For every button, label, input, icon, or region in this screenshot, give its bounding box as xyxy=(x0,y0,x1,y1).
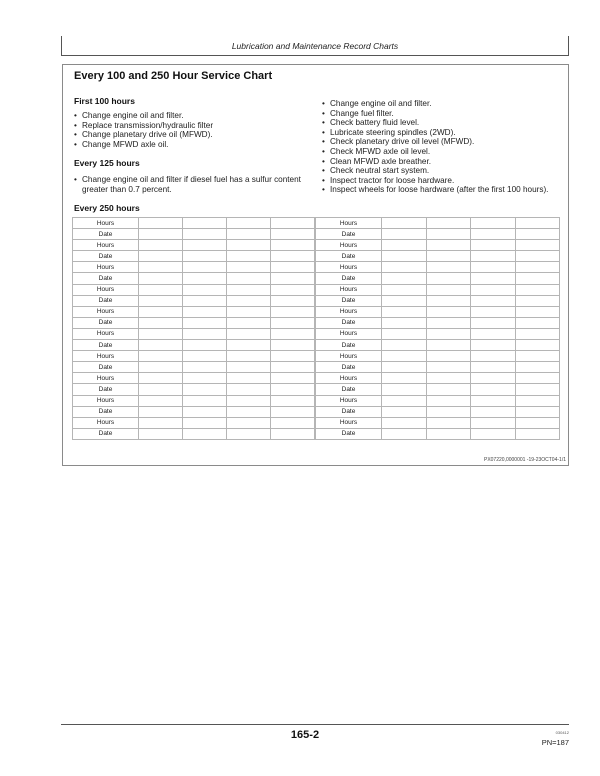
list-item: • Change MFWD axle oil. xyxy=(74,140,299,150)
hours-label-cell: Hours xyxy=(316,395,382,406)
table-row xyxy=(316,373,560,384)
entry-cell[interactable] xyxy=(139,284,183,295)
table-row xyxy=(316,306,560,317)
entry-cell[interactable] xyxy=(515,306,560,317)
entry-cell[interactable] xyxy=(426,240,471,251)
list-item: • Check neutral start system. xyxy=(322,166,560,176)
entry-cell[interactable] xyxy=(139,373,183,384)
entry-cell[interactable] xyxy=(382,284,427,295)
entry-cell[interactable] xyxy=(515,340,560,351)
entry-cell[interactable] xyxy=(515,295,560,306)
entry-cell[interactable] xyxy=(515,406,560,417)
entry-cell[interactable] xyxy=(382,306,427,317)
hours-label-cell: Hours xyxy=(316,373,382,384)
entry-cell[interactable] xyxy=(382,262,427,273)
table-row xyxy=(73,306,315,317)
entry-cell[interactable] xyxy=(183,284,227,295)
entry-cell[interactable] xyxy=(515,417,560,428)
entry-cell[interactable] xyxy=(471,240,516,251)
record-table-left xyxy=(72,217,315,440)
entry-cell[interactable] xyxy=(139,340,183,351)
every-125-heading: Every 125 hours xyxy=(74,158,140,168)
entry-cell[interactable] xyxy=(183,373,227,384)
table-row xyxy=(316,240,560,251)
entry-cell[interactable] xyxy=(227,384,271,395)
table-row xyxy=(73,229,315,240)
entry-cell[interactable] xyxy=(426,218,471,229)
entry-cell[interactable] xyxy=(183,262,227,273)
table-row xyxy=(316,395,560,406)
table-row xyxy=(73,328,315,339)
hours-label-cell: Hours xyxy=(316,218,382,229)
entry-cell[interactable] xyxy=(426,317,471,328)
table-row xyxy=(73,340,315,351)
entry-cell[interactable] xyxy=(471,218,516,229)
entry-cell[interactable] xyxy=(227,218,271,229)
entry-cell[interactable] xyxy=(426,328,471,339)
entry-cell[interactable] xyxy=(382,229,427,240)
entry-cell[interactable] xyxy=(515,317,560,328)
hours-label-cell: Hours xyxy=(73,262,139,273)
entry-cell[interactable] xyxy=(183,384,227,395)
entry-cell[interactable] xyxy=(426,351,471,362)
entry-cell[interactable] xyxy=(382,362,427,373)
entry-cell[interactable] xyxy=(471,306,516,317)
page-number: 165-2 xyxy=(290,729,320,741)
entry-cell[interactable] xyxy=(515,251,560,262)
entry-cell[interactable] xyxy=(139,351,183,362)
reference-code: PX07220,0000001 -19-23OCT04-1/1 xyxy=(483,457,566,463)
entry-cell[interactable] xyxy=(227,417,271,428)
table-row xyxy=(73,273,315,284)
entry-cell[interactable] xyxy=(382,384,427,395)
entry-cell[interactable] xyxy=(183,218,227,229)
entry-cell[interactable] xyxy=(183,317,227,328)
every-250-list xyxy=(322,99,560,195)
hours-label-cell: Hours xyxy=(316,417,382,428)
entry-cell[interactable] xyxy=(426,362,471,373)
date-label-cell: Date xyxy=(316,428,382,439)
entry-cell[interactable] xyxy=(382,395,427,406)
entry-cell[interactable] xyxy=(139,417,183,428)
entry-cell[interactable] xyxy=(227,229,271,240)
entry-cell[interactable] xyxy=(382,373,427,384)
entry-cell[interactable] xyxy=(471,373,516,384)
list-item: • Change engine oil and filter. xyxy=(74,111,299,121)
part-number: PN=187 xyxy=(541,738,569,747)
entry-cell[interactable] xyxy=(426,284,471,295)
hours-label-cell: Hours xyxy=(316,262,382,273)
hours-label-cell: Hours xyxy=(73,284,139,295)
entry-cell[interactable] xyxy=(426,428,471,439)
list-item: • Check planetary drive oil level (MFWD). xyxy=(322,137,560,147)
entry-cell[interactable] xyxy=(183,229,227,240)
entry-cell[interactable] xyxy=(382,317,427,328)
entry-cell[interactable] xyxy=(426,406,471,417)
entry-cell[interactable] xyxy=(515,428,560,439)
table-row xyxy=(73,373,315,384)
entry-cell[interactable] xyxy=(227,317,271,328)
entry-cell[interactable] xyxy=(227,395,271,406)
entry-cell[interactable] xyxy=(471,328,516,339)
list-item: • Lubricate steering spindles (2WD). xyxy=(322,128,560,138)
entry-cell[interactable] xyxy=(471,262,516,273)
entry-cell[interactable] xyxy=(139,240,183,251)
entry-cell[interactable] xyxy=(271,384,315,395)
entry-cell[interactable] xyxy=(271,328,315,339)
entry-cell[interactable] xyxy=(471,428,516,439)
hours-label-cell: Hours xyxy=(73,328,139,339)
entry-cell[interactable] xyxy=(227,362,271,373)
entry-cell[interactable] xyxy=(271,395,315,406)
entry-cell[interactable] xyxy=(271,273,315,284)
entry-cell[interactable] xyxy=(471,340,516,351)
hours-label-cell: Hours xyxy=(316,284,382,295)
entry-cell[interactable] xyxy=(271,262,315,273)
table-row xyxy=(73,262,315,273)
every-250-heading: Every 250 hours xyxy=(74,203,140,213)
entry-cell[interactable] xyxy=(227,306,271,317)
entry-cell[interactable] xyxy=(382,328,427,339)
list-item: • Replace transmission/hydraulic filter xyxy=(74,121,299,131)
entry-cell[interactable] xyxy=(271,295,315,306)
entry-cell[interactable] xyxy=(382,295,427,306)
entry-cell[interactable] xyxy=(426,295,471,306)
hours-label-cell: Hours xyxy=(73,306,139,317)
entry-cell[interactable] xyxy=(227,373,271,384)
entry-cell[interactable] xyxy=(515,262,560,273)
entry-cell[interactable] xyxy=(139,306,183,317)
table-row xyxy=(316,417,560,428)
entry-cell[interactable] xyxy=(183,251,227,262)
table-row xyxy=(316,229,560,240)
table-row xyxy=(316,362,560,373)
entry-cell[interactable] xyxy=(227,262,271,273)
entry-cell[interactable] xyxy=(426,384,471,395)
entry-cell[interactable] xyxy=(471,273,516,284)
table-row xyxy=(73,317,315,328)
date-label-cell: Date xyxy=(73,428,139,439)
date-label-cell: Date xyxy=(316,406,382,417)
entry-cell[interactable] xyxy=(227,406,271,417)
entry-cell[interactable] xyxy=(382,406,427,417)
entry-cell[interactable] xyxy=(183,295,227,306)
entry-cell[interactable] xyxy=(271,417,315,428)
chart-title: Every 100 and 250 Hour Service Chart xyxy=(74,70,273,82)
entry-cell[interactable] xyxy=(183,340,227,351)
entry-cell[interactable] xyxy=(139,406,183,417)
entry-cell[interactable] xyxy=(227,251,271,262)
entry-cell[interactable] xyxy=(426,373,471,384)
entry-cell[interactable] xyxy=(426,306,471,317)
table-row xyxy=(73,251,315,262)
entry-cell[interactable] xyxy=(382,417,427,428)
entry-cell[interactable] xyxy=(271,406,315,417)
entry-cell[interactable] xyxy=(426,262,471,273)
entry-cell[interactable] xyxy=(183,428,227,439)
entry-cell[interactable] xyxy=(382,340,427,351)
entry-cell[interactable] xyxy=(515,395,560,406)
entry-cell[interactable] xyxy=(183,328,227,339)
entry-cell[interactable] xyxy=(139,328,183,339)
entry-cell[interactable] xyxy=(183,351,227,362)
entry-cell[interactable] xyxy=(471,395,516,406)
table-row xyxy=(73,284,315,295)
entry-cell[interactable] xyxy=(271,428,315,439)
every-125-list xyxy=(74,175,306,194)
table-row xyxy=(73,406,315,417)
entry-cell[interactable] xyxy=(426,229,471,240)
header-divider xyxy=(61,55,569,56)
first-100-heading: First 100 hours xyxy=(74,96,135,106)
entry-cell[interactable] xyxy=(471,295,516,306)
entry-cell[interactable] xyxy=(271,229,315,240)
hours-label-cell: Hours xyxy=(73,218,139,229)
list-item: • Check MFWD axle oil level. xyxy=(322,147,560,157)
table-row xyxy=(316,295,560,306)
entry-cell[interactable] xyxy=(183,240,227,251)
entry-cell[interactable] xyxy=(227,273,271,284)
entry-cell[interactable] xyxy=(471,384,516,395)
date-label-cell: Date xyxy=(73,317,139,328)
hours-label-cell: Hours xyxy=(316,240,382,251)
date-label-cell: Date xyxy=(73,295,139,306)
table-row xyxy=(316,251,560,262)
entry-cell[interactable] xyxy=(139,362,183,373)
entry-cell[interactable] xyxy=(227,428,271,439)
entry-cell[interactable] xyxy=(227,328,271,339)
entry-cell[interactable] xyxy=(515,328,560,339)
entry-cell[interactable] xyxy=(382,240,427,251)
list-item: • Change fuel filter. xyxy=(322,109,560,119)
table-row xyxy=(73,351,315,362)
entry-cell[interactable] xyxy=(426,395,471,406)
entry-cell[interactable] xyxy=(426,340,471,351)
table-row xyxy=(73,395,315,406)
entry-cell[interactable] xyxy=(382,218,427,229)
table-row xyxy=(316,317,560,328)
entry-cell[interactable] xyxy=(227,295,271,306)
table-row xyxy=(316,218,560,229)
entry-cell[interactable] xyxy=(382,273,427,284)
entry-cell[interactable] xyxy=(382,251,427,262)
footer-divider xyxy=(61,724,569,725)
entry-cell[interactable] xyxy=(271,351,315,362)
hours-label-cell: Hours xyxy=(73,395,139,406)
entry-cell[interactable] xyxy=(183,417,227,428)
entry-cell[interactable] xyxy=(139,395,183,406)
list-item: • Inspect wheels for loose hardware (after the first 100 hours). xyxy=(322,185,560,195)
record-table-right xyxy=(315,217,560,440)
date-label-cell: Date xyxy=(73,406,139,417)
hours-label-cell: Hours xyxy=(73,351,139,362)
table-row xyxy=(316,273,560,284)
hours-label-cell: Hours xyxy=(316,328,382,339)
table-row xyxy=(73,428,315,439)
table-row xyxy=(73,384,315,395)
entry-cell[interactable] xyxy=(515,373,560,384)
list-item: • Check battery fluid level. xyxy=(322,118,560,128)
table-row xyxy=(316,328,560,339)
list-item: • Clean MFWD axle breather. xyxy=(322,157,560,167)
date-label-cell: Date xyxy=(316,251,382,262)
list-item: • Change engine oil and filter if diesel fuel has a sulfur content greater than 0.7 percent. xyxy=(74,175,306,194)
running-head: Lubrication and Maintenance Record Charts xyxy=(231,41,399,51)
hours-label-cell: Hours xyxy=(73,373,139,384)
entry-cell[interactable] xyxy=(515,362,560,373)
entry-cell[interactable] xyxy=(471,417,516,428)
table-row xyxy=(316,351,560,362)
date-label-cell: Date xyxy=(73,251,139,262)
date-label-cell: Date xyxy=(316,295,382,306)
entry-cell[interactable] xyxy=(139,229,183,240)
table-row xyxy=(316,262,560,273)
entry-cell[interactable] xyxy=(471,351,516,362)
table-row xyxy=(73,218,315,229)
table-row xyxy=(73,240,315,251)
table-row xyxy=(73,417,315,428)
entry-cell[interactable] xyxy=(471,317,516,328)
entry-cell[interactable] xyxy=(139,384,183,395)
entry-cell[interactable] xyxy=(426,251,471,262)
date-label-cell: Date xyxy=(73,384,139,395)
entry-cell[interactable] xyxy=(183,362,227,373)
entry-cell[interactable] xyxy=(382,351,427,362)
date-label-cell: Date xyxy=(316,362,382,373)
list-item: • Change engine oil and filter. xyxy=(322,99,560,109)
table-row xyxy=(316,406,560,417)
hours-label-cell: Hours xyxy=(316,306,382,317)
date-label-cell: Date xyxy=(316,384,382,395)
entry-cell[interactable] xyxy=(183,306,227,317)
entry-cell[interactable] xyxy=(139,251,183,262)
entry-cell[interactable] xyxy=(515,284,560,295)
entry-cell[interactable] xyxy=(271,362,315,373)
table-row xyxy=(316,340,560,351)
entry-cell[interactable] xyxy=(183,273,227,284)
entry-cell[interactable] xyxy=(382,428,427,439)
entry-cell[interactable] xyxy=(227,240,271,251)
entry-cell[interactable] xyxy=(139,273,183,284)
entry-cell[interactable] xyxy=(227,351,271,362)
entry-cell[interactable] xyxy=(271,240,315,251)
entry-cell[interactable] xyxy=(515,351,560,362)
entry-cell[interactable] xyxy=(515,229,560,240)
hours-label-cell: Hours xyxy=(316,351,382,362)
entry-cell[interactable] xyxy=(515,273,560,284)
entry-cell[interactable] xyxy=(271,284,315,295)
date-label-cell: Date xyxy=(73,340,139,351)
footer-tag: 030412 xyxy=(555,730,569,735)
entry-cell[interactable] xyxy=(271,340,315,351)
entry-cell[interactable] xyxy=(227,340,271,351)
date-label-cell: Date xyxy=(316,317,382,328)
entry-cell[interactable] xyxy=(139,218,183,229)
entry-cell[interactable] xyxy=(183,395,227,406)
date-label-cell: Date xyxy=(316,340,382,351)
date-label-cell: Date xyxy=(73,362,139,373)
entry-cell[interactable] xyxy=(471,229,516,240)
table-row xyxy=(316,428,560,439)
entry-cell[interactable] xyxy=(139,428,183,439)
entry-cell[interactable] xyxy=(271,317,315,328)
hours-label-cell: Hours xyxy=(73,417,139,428)
hours-label-cell: Hours xyxy=(73,240,139,251)
entry-cell[interactable] xyxy=(139,317,183,328)
entry-cell[interactable] xyxy=(139,262,183,273)
entry-cell[interactable] xyxy=(471,406,516,417)
table-row xyxy=(73,295,315,306)
date-label-cell: Date xyxy=(73,229,139,240)
entry-cell[interactable] xyxy=(426,417,471,428)
date-label-cell: Date xyxy=(316,229,382,240)
entry-cell[interactable] xyxy=(471,284,516,295)
list-item: • Change planetary drive oil (MFWD). xyxy=(74,130,299,140)
entry-cell[interactable] xyxy=(183,406,227,417)
entry-cell[interactable] xyxy=(271,373,315,384)
list-item: • Inspect tractor for loose hardware. xyxy=(322,176,560,186)
entry-cell[interactable] xyxy=(515,240,560,251)
entry-cell[interactable] xyxy=(271,251,315,262)
entry-cell[interactable] xyxy=(139,295,183,306)
first-100-list xyxy=(74,111,299,149)
entry-cell[interactable] xyxy=(515,384,560,395)
entry-cell[interactable] xyxy=(515,218,560,229)
entry-cell[interactable] xyxy=(271,218,315,229)
entry-cell[interactable] xyxy=(471,362,516,373)
table-row xyxy=(316,284,560,295)
date-label-cell: Date xyxy=(316,273,382,284)
entry-cell[interactable] xyxy=(426,273,471,284)
table-row xyxy=(73,362,315,373)
entry-cell[interactable] xyxy=(271,306,315,317)
entry-cell[interactable] xyxy=(227,284,271,295)
date-label-cell: Date xyxy=(73,273,139,284)
entry-cell[interactable] xyxy=(471,251,516,262)
table-row xyxy=(316,384,560,395)
